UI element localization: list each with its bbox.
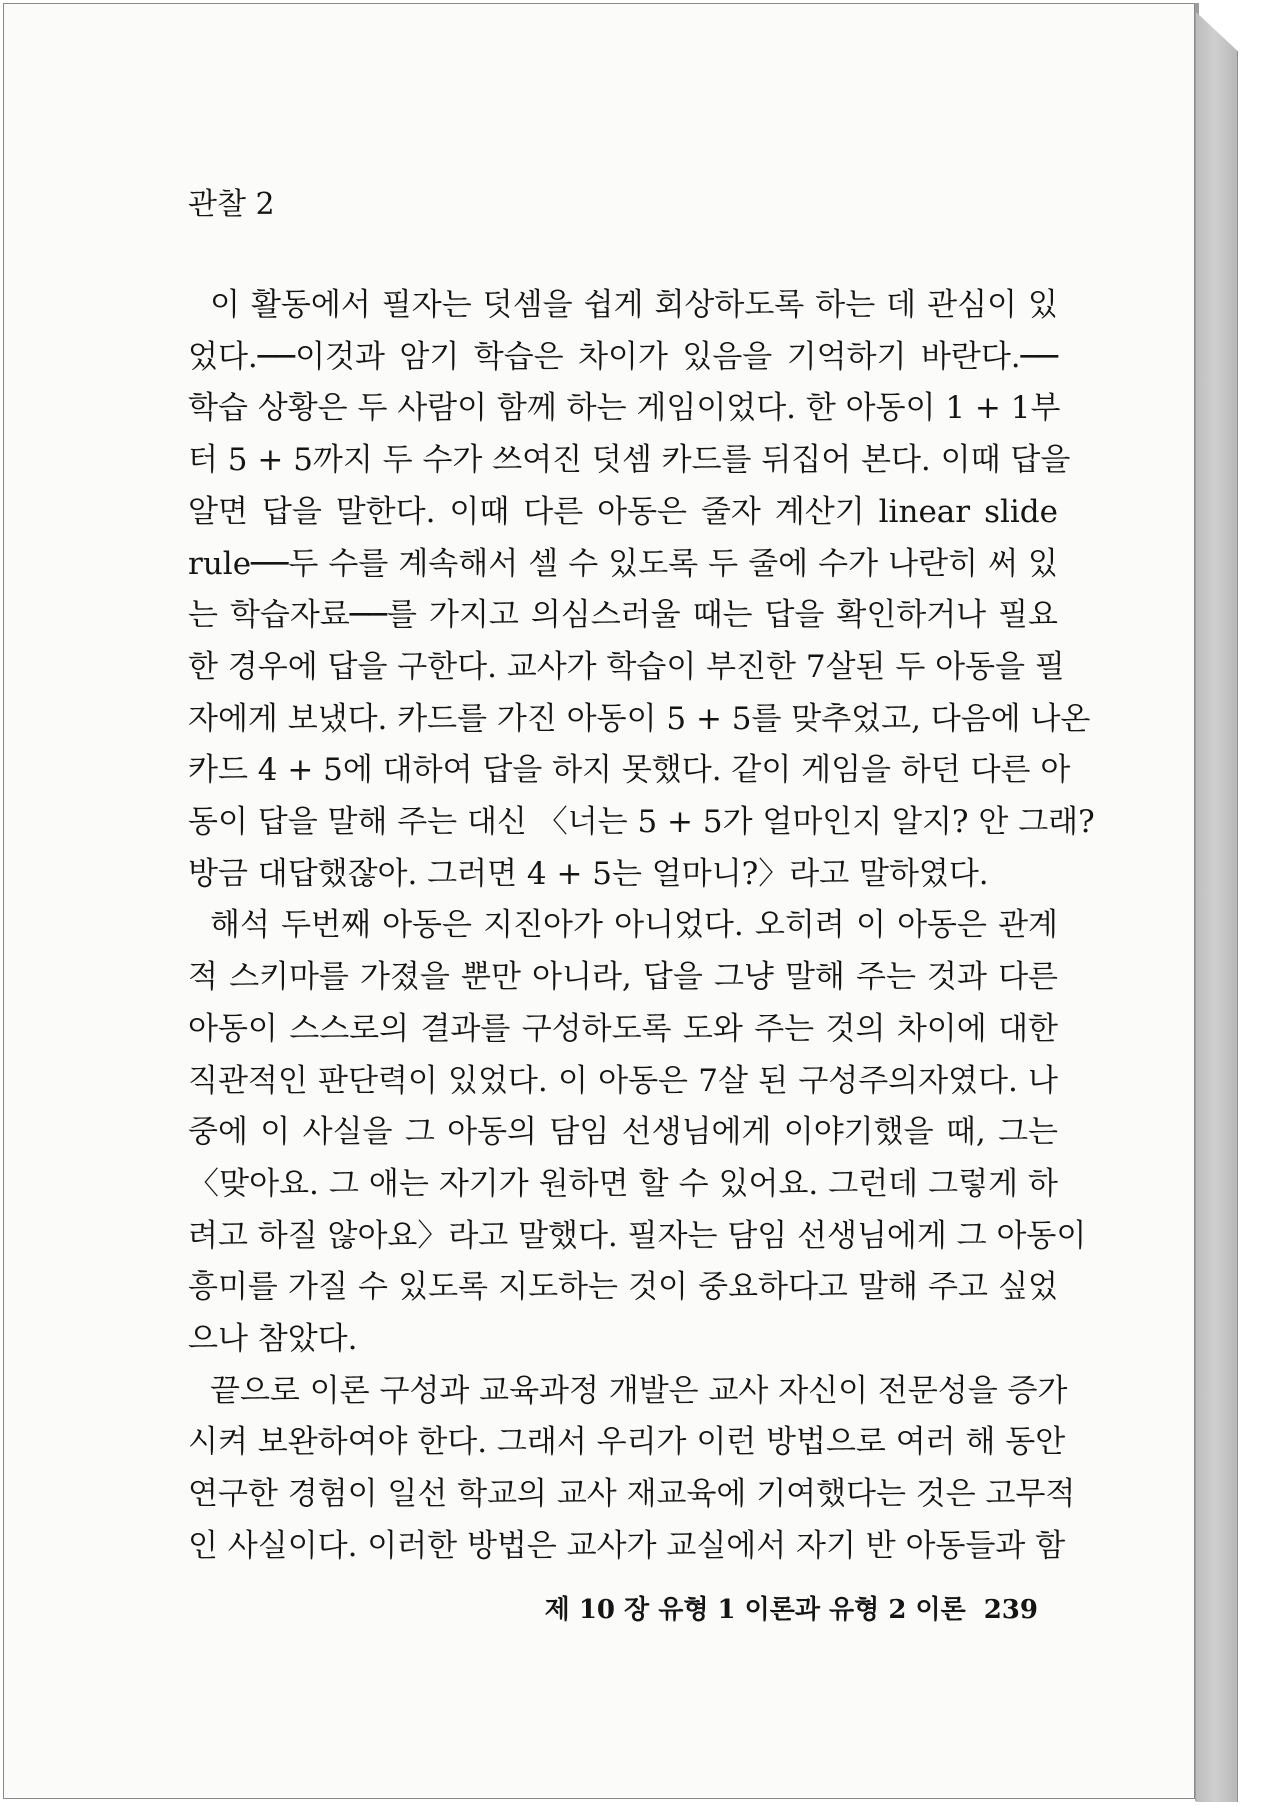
text-line: 려고 하질 않아요〉라고 말했다. 필자는 담임 선생님에게 그 아동이	[188, 1217, 1087, 1254]
text-line: 시켜 보완하여야 한다. 그래서 우리가 이런 방법으로 여러 해 동안	[188, 1424, 1066, 1461]
text-line: 었다.──이것과 암기 학습은 차이가 있음을 기억하기 바란다.──	[188, 338, 1058, 375]
running-title: 제 10 장 유형 1 이론과 유형 2 이론	[544, 1595, 966, 1625]
text-line: 동이 답을 말해 주는 대신 〈너는 5 + 5가 얼마인지 알지? 안 그래?	[188, 804, 1095, 841]
text-line: rule──두 수를 계속해서 셀 수 있도록 두 줄에 수가 나란히 써 있	[188, 545, 1058, 582]
text-line: 인 사실이다. 이러한 방법은 교사가 교실에서 자기 반 아동들과 함	[188, 1527, 1066, 1564]
text-line: 끝으로 이론 구성과 교육과정 개발은 교사 자신이 전문성을 증가	[210, 1372, 1068, 1409]
text-line: 터 5 + 5까지 두 수가 쓰여진 덧셈 카드를 뒤집어 본다. 이때 답을	[188, 442, 1071, 479]
text-line: 학습 상황은 두 사람이 함께 하는 게임이었다. 한 아동이 1 + 1부	[188, 390, 1061, 427]
section-heading: 관찰 2	[188, 187, 275, 222]
text-line: 는 학습자료──를 가지고 의심스러울 때는 답을 확인하거나 필요	[188, 597, 1058, 634]
page-stack-edge	[1196, 12, 1238, 1802]
running-footer	[545, 1590, 1038, 1630]
paragraph-3	[166, 1366, 1076, 1573]
text-line: 알면 답을 말한다. 이때 다른 아동은 줄자 계산기 linear slide	[188, 493, 1058, 530]
text-line: 이 활동에서 필자는 덧셈을 쉽게 회상하도록 하는 데 관심이 있	[210, 287, 1058, 323]
text-line: 으나 참았다.	[188, 1321, 358, 1358]
paragraph-1	[166, 280, 1095, 900]
text-line: 방금 대답했잖아. 그러면 4 + 5는 얼마니?〉라고 말하였다.	[188, 855, 989, 892]
text-line: 직관적인 판단력이 있었다. 이 아동은 7살 된 구성주의자였다. 나	[188, 1062, 1058, 1099]
text-line: 자에게 보냈다. 카드를 가진 아동이 5 + 5를 맞추었고, 다음에 나온	[188, 700, 1091, 737]
text-line: 아동이 스스로의 결과를 구성하도록 도와 주는 것의 차이에 대한	[188, 1010, 1058, 1047]
paragraph-2	[166, 900, 1087, 1365]
text-line: 흥미를 가질 수 있도록 지도하는 것이 중요하다고 말해 주고 싶었	[188, 1269, 1058, 1306]
body-text	[166, 280, 1095, 1573]
text-line: 한 경우에 답을 구한다. 교사가 학습이 부진한 7살된 두 아동을 필	[188, 648, 1065, 685]
text-line: 〈맞아요. 그 애는 자기가 원하면 할 수 있어요. 그런데 그렇게 하	[188, 1165, 1058, 1202]
page-number: 239	[983, 1595, 1038, 1625]
text-line: 중에 이 사실을 그 아동의 담임 선생님에게 이야기했을 때, 그는	[188, 1114, 1058, 1151]
text-line: 해석 두번째 아동은 지진아가 아니었다. 오히려 이 아동은 관계	[210, 907, 1058, 944]
text-line: 적 스키마를 가졌을 뿐만 아니라, 답을 그냥 말해 주는 것과 다른	[188, 959, 1058, 996]
text-line: 연구한 경험이 일선 학교의 교사 재교육에 기여했다는 것은 고무적	[188, 1476, 1076, 1513]
text-line: 카드 4 + 5에 대하여 답을 하지 못했다. 같이 게임을 하던 다른 아	[188, 752, 1071, 789]
